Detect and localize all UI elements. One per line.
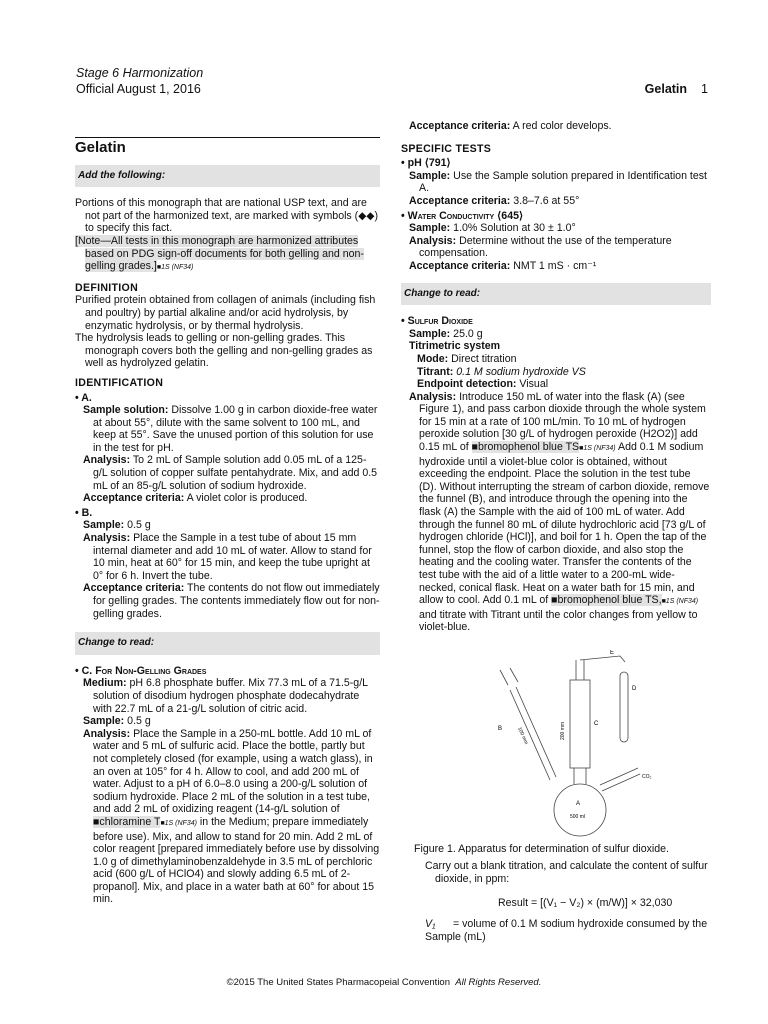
monograph-title: Gelatin	[75, 137, 380, 155]
change-to-read-banner-2: Change to read:	[401, 283, 711, 306]
value: A violet color is produced.	[186, 492, 308, 505]
so2-mode	[401, 353, 711, 366]
label: Sample solution:	[83, 404, 169, 417]
label: Analysis:	[409, 234, 457, 247]
fig-label-e: E	[610, 650, 615, 656]
label: Sample:	[409, 169, 451, 182]
wc-sample	[401, 222, 711, 235]
definition-text-1: Purified protein obtained from collagen of animals (including fish and poultry) by partial alkaline and/or acid hydrolysis, by enzymatic hydrolysis, or by thermal hydrolysis.	[75, 294, 376, 332]
value: 0.5 g	[127, 715, 151, 728]
note-text: [Note—All tests in this monograph are harmonized attributes based on PDG sign-off documents for both gelling and non-gelling grades.]	[75, 234, 364, 273]
test-b-analysis	[75, 532, 380, 582]
test-c-medium	[75, 677, 380, 715]
revision-mark: ■1S (NF34)	[579, 445, 616, 453]
value: pH 6.8 phosphate buffer. Mix 77.3 mL of a 71.5-g/L solution of disodium hydrogen phosphate dodecahydrate with 22.7 mL of a 21-g/L solution of citric acid.	[93, 677, 368, 715]
v1-symbol: V₁	[425, 918, 436, 930]
ph-acceptance	[401, 195, 711, 208]
add-following-banner: Add the following:	[75, 165, 380, 188]
ph-sample	[401, 170, 711, 195]
label: Endpoint detection:	[417, 378, 517, 391]
test-c-title: For Non-Gelling Grades	[95, 664, 207, 677]
figure-caption: Figure 1. Apparatus for determination of sulfur dioxide.	[414, 843, 669, 855]
label: • C.	[75, 664, 93, 677]
definition-text-2: The hydrolysis leads to gelling or non-gelling grades. This monograph covers both the gelling and non-gelling grades as well as hydrolyzed gelatin.	[75, 332, 373, 370]
so2-titrant	[401, 366, 711, 379]
footer	[0, 977, 768, 988]
right-column	[401, 120, 711, 634]
wc-analysis	[401, 235, 711, 260]
value: Direct titration	[451, 352, 517, 365]
bromophenol-highlight-2: ■bromophenol blue TS,	[551, 594, 662, 607]
value: Visual	[519, 378, 549, 391]
test-b-acceptance	[75, 582, 380, 620]
revision-mark: ■1S (NF34)	[661, 598, 699, 606]
label: Mode:	[417, 352, 449, 365]
value: Place the Sample in a test tube of about 15 mm internal diameter and add 10 mL of water. Allow to stand for 10 min, heat at 60° for 15 min, and keep the tube upright at 0° for 6 h. Invert the tube.	[93, 532, 372, 582]
left-column	[75, 133, 380, 906]
monograph-name: Gelatin	[644, 82, 688, 96]
label: Analysis:	[83, 532, 131, 545]
label: Acceptance criteria:	[409, 120, 511, 132]
value: 0.1 M sodium hydroxide VS	[456, 365, 586, 378]
revision-mark: ■1S (NF34)	[160, 819, 197, 827]
titrimetric-system-label: Titrimetric system	[409, 340, 501, 353]
label: Analysis:	[83, 454, 131, 467]
note-paragraph	[75, 235, 380, 275]
value: 0.5 g	[127, 519, 151, 532]
label: Sample:	[409, 222, 451, 235]
value: Use the Sample solution prepared in Identification test A.	[419, 169, 707, 195]
fig-label-200mm: 200 mm	[560, 721, 566, 740]
so2-analysis	[401, 391, 711, 634]
value: 25.0 g	[453, 327, 483, 340]
value: 3.8–7.6 at 55°	[513, 194, 580, 207]
specific-tests-heading: SPECIFIC TESTS	[401, 142, 492, 155]
test-c-analysis	[75, 728, 380, 906]
value: Add 0.1 M sodium hydroxide until a violet-blue color is obtained, without exceeding the endpoint. Place the solution in the test tube (D). Without interrupting the stream of carbon dioxide, remove the funnel (B), and introduce through the opening into the flask (A) the Sample with the aid of 100 mL of water. Add through the funnel 80 mL of dilute hydrochloric acid [73 g/L of hydrogen chloride (HCl)], and boil for 1 h. Open the tap of the funnel, stop the flow of carbon dioxide, and also stop the heating and the cooling water. Transfer the contents of the test tube with the aid of a little water to a 200-mL wide-necked, conical flask. Heat on a water bath for 15 min, and allow to cool. Add 0.1 mL of	[419, 441, 710, 607]
fig-label-volume: 500 ml	[570, 814, 586, 820]
value: To 2 mL of Sample solution add 0.05 mL of a 125-g/L solution of copper sulfate pentahydrate. Mix, and add 0.5 mL of an 85-g/L solution of sodium hydroxide.	[93, 454, 378, 492]
label: Sample:	[83, 715, 125, 728]
running-header-stage: Stage 6 Harmonization	[76, 66, 204, 80]
definition-heading: DEFINITION	[75, 281, 139, 294]
so2-sample	[401, 328, 711, 341]
value: Place the Sample in a 250-mL bottle. Add 10 mL of water and 5 mL of sulfuric acid. Place the bottle, partly but not completely closed (for example, using a watch glass), in an oven at 105° for 4 h. Allow to cool, and add 200 mL of water. Adjust to a pH of 6.0–8.0 using a 200-g/L solution of sodium hydroxide. Place 2 mL of the solution in a test tube, and add 2 mL of oxidizing reagent (14-g/L solution of	[93, 727, 373, 816]
fig-label-c: C	[594, 721, 599, 727]
sulfur-dioxide-label: • Sulfur Dioxide	[401, 315, 473, 328]
fig-label-d: D	[632, 686, 637, 692]
label: Analysis:	[83, 727, 131, 740]
test-c-sample	[75, 715, 380, 728]
label: Acceptance criteria:	[409, 259, 511, 272]
apparatus-figure	[470, 650, 670, 840]
label: Medium:	[83, 677, 127, 690]
test-b-label: • B.	[75, 506, 93, 519]
chloramine-highlight: ■chloramine T	[93, 815, 161, 828]
value: NMT 1 mS · cm⁻¹	[513, 259, 597, 272]
fig-label-b: B	[498, 726, 503, 732]
ph-label: • pH ⟨791⟩	[401, 157, 451, 170]
copyright: ©2015 The United States Pharmacopeial Convention	[226, 977, 450, 988]
identification-heading: IDENTIFICATION	[75, 376, 164, 389]
v1-text: = volume of 0.1 M sodium hydroxide consumed by the Sample (mL)	[425, 918, 708, 943]
label: Acceptance criteria:	[409, 194, 511, 207]
result-formula: Result = [(V₁ − V₂) × (m/W)] × 32,030	[498, 897, 673, 909]
wc-acceptance	[401, 260, 711, 273]
test-a-analysis	[75, 454, 380, 492]
change-to-read-banner: Change to read:	[75, 632, 380, 655]
label: Sample:	[83, 519, 125, 532]
fig-label-co2: CO₂	[642, 774, 652, 780]
value: Determine without the use of the temperature compensation.	[419, 234, 672, 260]
label: Acceptance criteria:	[83, 582, 185, 595]
blank-titration-text: Carry out a blank titration, and calculate the content of sulfur dioxide, in ppm:	[425, 860, 708, 885]
value: in the Medium; prepare immediately before use). Mix, and allow to stand for 20 min. Add 2 mL of color reagent [prepared immediately before use by dissolving 1.0 g of dimethylaminobenzaldehyde in 3.5 mL of perchloric acid (600 g/L of HClO4) and slowly adding 6.5 mL of 2-propanol]. Mix, and place in a water bath at 60° for about 15 min.	[93, 815, 380, 906]
test-a-label: • A.	[75, 391, 92, 404]
revision-mark: ■1S (NF34)	[156, 264, 194, 272]
label: Sample:	[409, 327, 451, 340]
running-header-date: Official August 1, 2016	[76, 82, 201, 96]
page-number: 1	[701, 82, 708, 96]
test-c-acceptance	[401, 120, 711, 133]
value: and titrate with Titrant until the color changes from yellow to violet-blue.	[419, 608, 698, 634]
bromophenol-highlight: ■bromophenol blue TS	[471, 441, 580, 454]
rights-text: All Rights Reserved.	[455, 977, 542, 988]
notice-paragraph: Portions of this monograph that are national USP text, and are not part of the harmonized text, are marked with symbols (◆◆) to specify this fact.	[75, 197, 379, 235]
v1-definition	[425, 918, 715, 943]
label: Titrant:	[417, 365, 454, 378]
test-a-acceptance	[75, 492, 380, 505]
label: Analysis:	[409, 390, 457, 403]
value: Introduce 150 mL of water into the flask (A) (see Figure 1), and pass carbon dioxide through the whole system for 15 min at a rate of 100 mL/min. To 10 mL of hydrogen peroxide solution [30 g/L of hydrogen peroxide (H2O2)] add 0.15 mL of	[419, 390, 706, 454]
test-a-sample	[75, 404, 380, 454]
value: Dissolve 1.00 g in carbon dioxide-free water at about 55°, dilute with the same solvent to 100 mL, and keep at 55°. Save the unused portion of this solution for use in the test for pH.	[93, 404, 378, 454]
value: The contents do not flow out immediately for gelling grades. The contents immediately flow out for non-gelling grades.	[93, 582, 380, 620]
fig-label-100mm: 100 mm	[516, 726, 530, 746]
water-conductivity-label: • Water Conductivity ⟨645⟩	[401, 209, 524, 222]
label: Acceptance criteria:	[83, 492, 185, 505]
so2-endpoint	[401, 378, 711, 391]
value: 1.0% Solution at 30 ± 1.0°	[453, 222, 576, 235]
running-header-right	[645, 82, 708, 96]
fig-label-a: A	[576, 801, 581, 807]
test-b-sample	[75, 519, 380, 532]
value: A red color develops.	[512, 120, 612, 132]
test-c-label	[75, 665, 380, 678]
